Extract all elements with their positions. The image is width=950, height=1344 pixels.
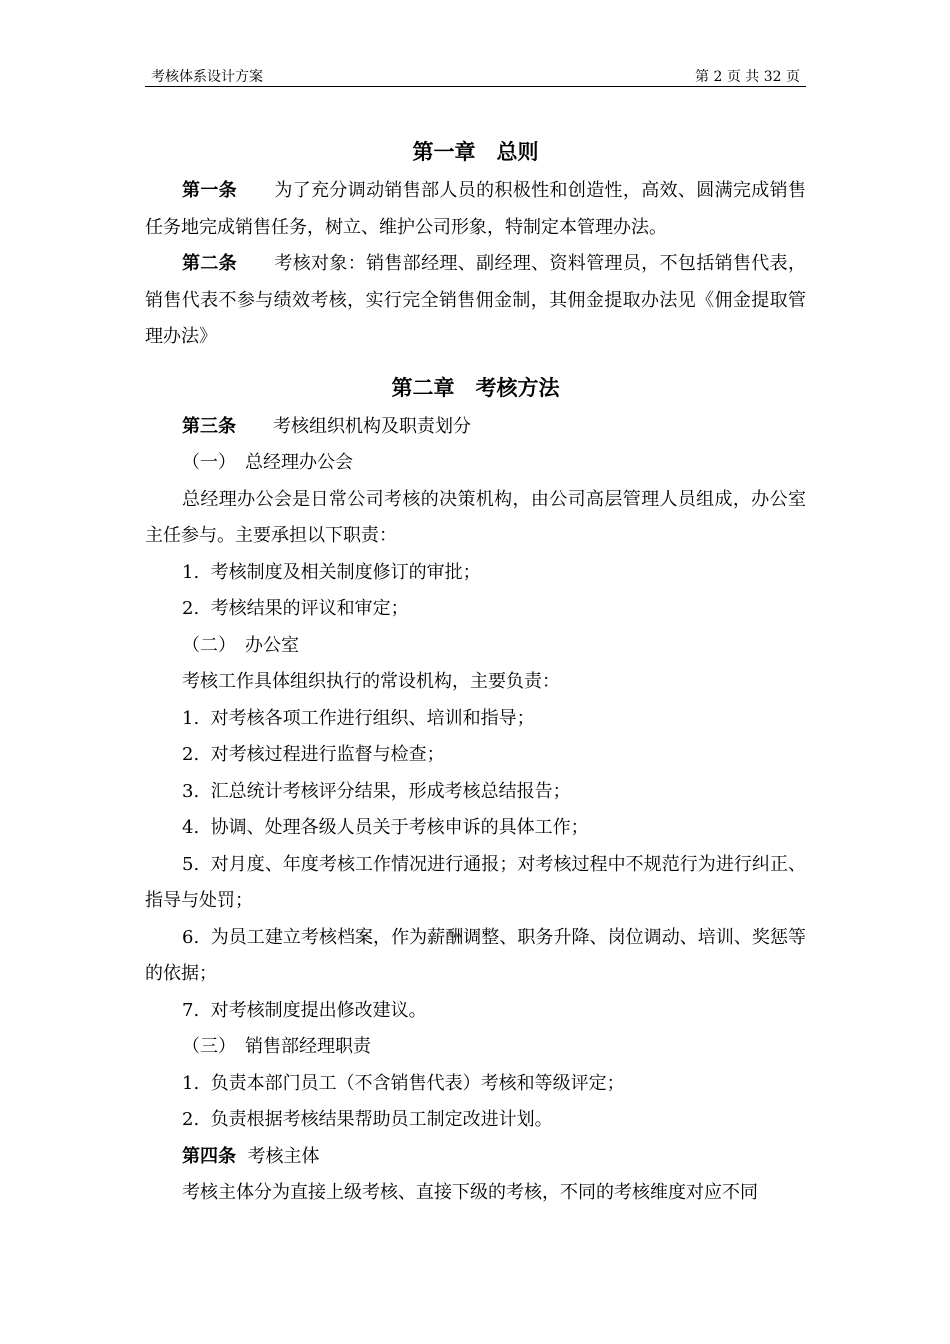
- article-3-text: 考核组织机构及职责划分: [273, 415, 471, 437]
- section-2-item-7: 7. 对考核制度提出修改建议。: [182, 999, 427, 1021]
- article-2-text: 考核对象：销售部经理、副经理、资料管理员，不包括销售代表，销售代表不参与绩效考核，实行完全销售佣金制，其佣金提取办法见《佣金提取管理办法》: [145, 253, 806, 347]
- section-1-intro: 总经理办公会是日常公司考核的决策机构，由公司高层管理人员组成，办公室主任参与。主要承担以下职责：: [145, 488, 806, 546]
- header-document-title: 考核体系设计方案: [151, 69, 263, 85]
- article-1-label: 第一条: [182, 180, 238, 201]
- article-2-label: 第二条: [182, 253, 238, 274]
- section-2-item-6: 6. 为员工建立考核档案，作为薪酬调整、职务升降、岗位调动、培训、奖惩等的依据；: [145, 926, 806, 984]
- section-2-item-5: 5. 对月度、年度考核工作情况进行通报；对考核过程中不规范行为进行纠正、指导与处罚；: [145, 853, 806, 911]
- article-3-label: 第三条: [182, 415, 236, 437]
- section-1-item-2: 2. 考核结果的评议和审定；: [182, 598, 409, 619]
- article-1: [145, 173, 806, 246]
- section-2-intro: 考核工作具体组织执行的常设机构，主要负责：: [182, 671, 560, 692]
- page-header: [145, 66, 806, 87]
- article-1-text: 为了充分调动销售部人员的积极性和创造性，高效、圆满完成销售任务地完成销售任务，树立、维护公司形象，特制定本管理办法。: [145, 180, 806, 238]
- section-3-heading: （三） 销售部经理职责: [182, 1036, 371, 1057]
- section-1-heading: （一） 总经理办公会: [182, 452, 353, 473]
- section-3-item-1: 1. 负责本部门员工（不含销售代表）考核和等级评定；: [182, 1072, 625, 1094]
- article-2: [145, 246, 806, 356]
- section-2-item-4: 4. 协调、处理各级人员关于考核申诉的具体工作；: [182, 817, 589, 838]
- section-2-item-3: 3. 汇总统计考核评分结果，形成考核总结报告；: [182, 780, 571, 802]
- article-4-label: 第四条: [182, 1145, 236, 1167]
- article-4-text: 考核主体: [247, 1145, 320, 1167]
- chapter-1-title: 第一章 总则: [412, 139, 539, 164]
- section-2-item-1: 1. 对考核各项工作进行组织、培训和指导；: [182, 707, 535, 729]
- article-3: [145, 409, 806, 446]
- section-2-heading: （二） 办公室: [182, 634, 299, 656]
- article-4-intro: 考核主体分为直接上级考核、直接下级的考核，不同的考核维度对应不同: [182, 1182, 758, 1203]
- section-1-item-1: 1. 考核制度及相关制度修订的审批；: [182, 561, 481, 583]
- article-4: [145, 1139, 806, 1176]
- section-3-item-2: 2. 负责根据考核结果帮助员工制定改进计划。: [182, 1109, 553, 1130]
- document-body: [145, 131, 806, 1212]
- header-page-number: 第 2 页 共 32 页: [695, 69, 800, 85]
- section-2-item-2: 2. 对考核过程进行监督与检查；: [182, 744, 445, 765]
- chapter-2-title: 第二章 考核方法: [391, 374, 560, 400]
